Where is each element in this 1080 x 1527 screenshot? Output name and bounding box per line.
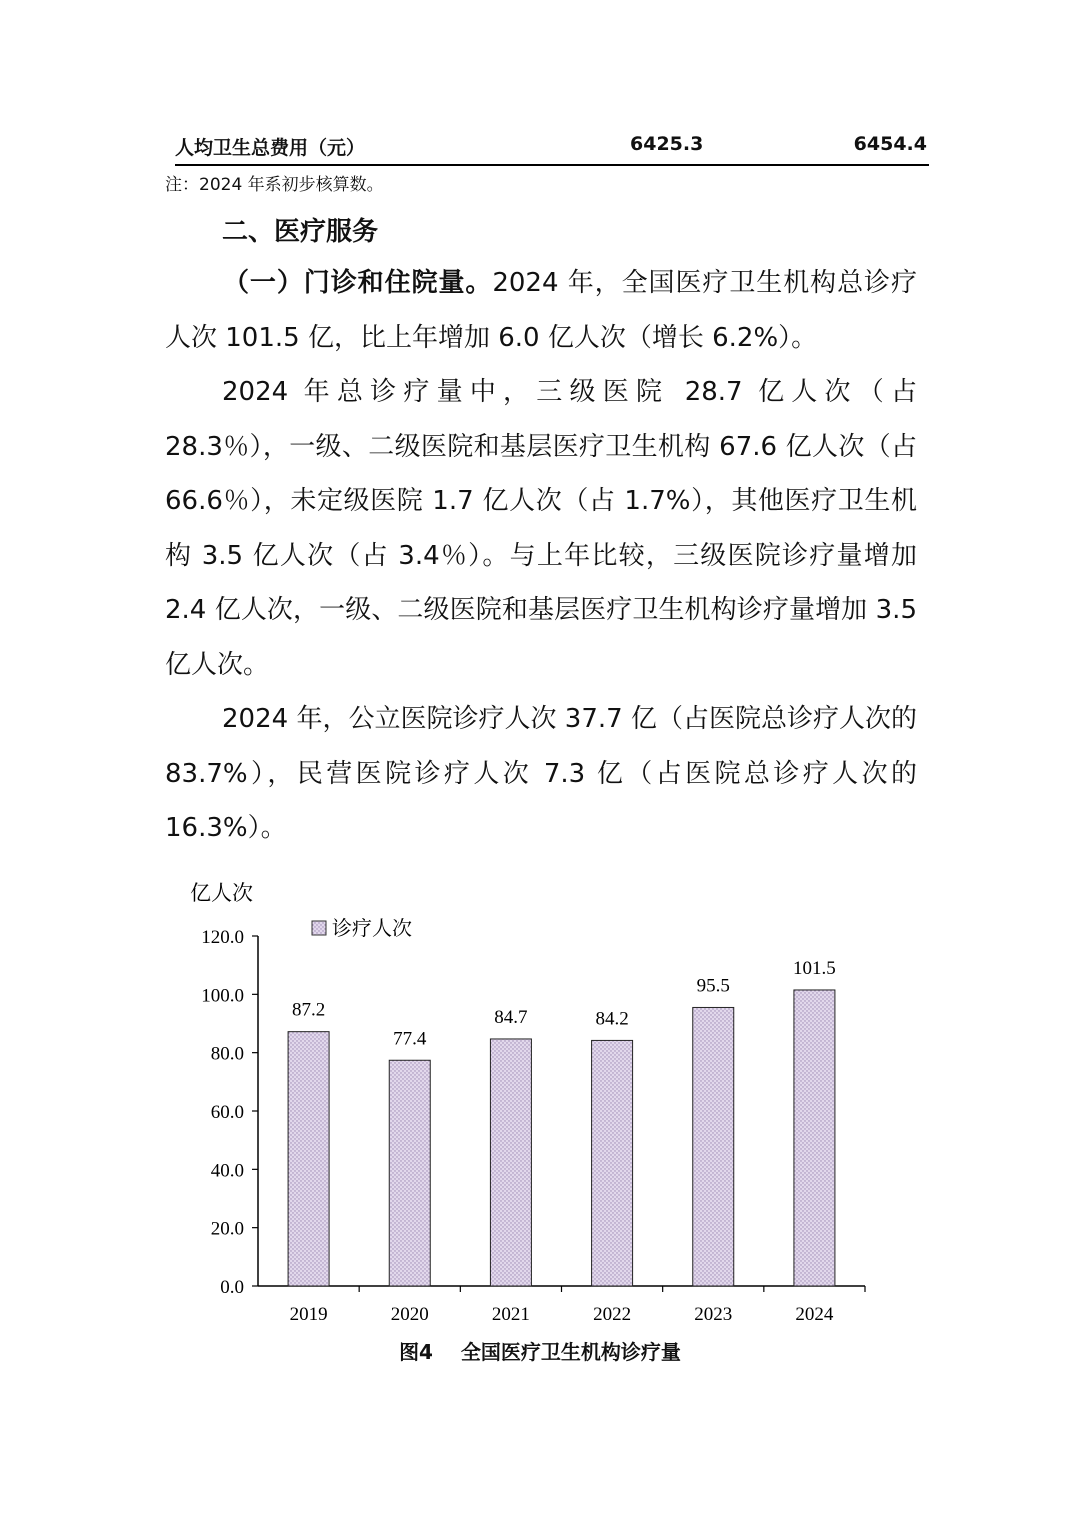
y-tick-label: 100.0: [201, 985, 244, 1007]
data-label-2019: 87.2: [291, 999, 326, 1021]
paragraph-1-lead: （一）门诊和住院量。: [222, 268, 493, 298]
paragraph-3-text: 2024 年，公立医院诊疗人次 37.7 亿（占医院总诊疗人次的 83.7%），民营医院诊疗人次 7.3 亿（占医院总诊疗人次的 16.3%）。: [165, 704, 917, 843]
outpatient-visits-bar-chart: [150, 870, 890, 1340]
y-tick-label: 60.0: [210, 1102, 244, 1123]
bar-2019: [288, 1032, 329, 1286]
bar-2023: [693, 1007, 734, 1286]
paragraph-1-text: 2024 年，全国医疗卫生机构总诊疗人次 101.5 亿，比上年增加 6.0 亿人次（增长 6.2%）。: [165, 268, 917, 353]
figure-title: 全国医疗卫生机构诊疗量: [460, 1340, 681, 1364]
data-label-2023: 95.5: [696, 975, 730, 997]
bar-2024: [794, 990, 835, 1286]
x-tick-label-2022: 2022: [593, 1304, 632, 1325]
y-axis-label: 亿人次: [190, 881, 253, 905]
paragraph-3: [165, 692, 917, 856]
x-tick-label-2021: 2021: [491, 1304, 530, 1325]
y-tick-label: 120.0: [201, 927, 244, 948]
table-row: [175, 133, 927, 163]
chart-legend: [312, 916, 412, 940]
section-heading: 二、医疗服务: [222, 217, 379, 247]
data-label-2024: 101.5: [793, 957, 836, 979]
y-tick-label: 20.0: [210, 1218, 244, 1240]
table-value-2023: 6425.3: [630, 133, 704, 155]
legend-swatch: [312, 921, 326, 935]
table-bottom-rule: [175, 164, 929, 166]
figure-caption: [0, 1336, 1080, 1365]
table-note: 注：2024 年系初步核算数。: [165, 175, 384, 195]
bar-2020: [389, 1060, 430, 1286]
x-tick-label-2023: 2023: [694, 1304, 733, 1325]
table-row-label: 人均卫生总费用（元）: [175, 137, 366, 159]
x-tick-label-2024: 2024: [795, 1304, 834, 1325]
data-label-2022: 84.2: [595, 1008, 629, 1030]
data-label-2020: 77.4: [393, 1028, 427, 1050]
x-tick-label-2019: 2019: [289, 1304, 328, 1325]
data-label-2021: 84.7: [494, 1006, 528, 1028]
bar-2022: [592, 1040, 633, 1286]
bar-2021: [490, 1039, 531, 1286]
y-tick-label: 0.0: [220, 1277, 244, 1298]
table-value-2024: 6454.4: [853, 133, 927, 155]
legend-label: 诊疗人次: [332, 916, 412, 940]
figure-number: 图4: [399, 1340, 433, 1364]
x-tick-label-2020: 2020: [390, 1304, 429, 1325]
y-tick-label: 80.0: [210, 1043, 244, 1065]
paragraph-1: [165, 256, 917, 365]
y-tick-label: 40.0: [210, 1160, 244, 1182]
paragraph-2-text: 2024 年总诊疗量中，三级医院 28.7 亿人次（占 28.3％），一级、二级医院和基层医疗卫生机构 67.6 亿人次（占 66.6％），未定级医院 1.7 亿人次（占 1.7%），其他医疗卫生机构 3.5 亿人次（占 3.4％）。与上年比较，三级医院诊疗量增加 2.4 亿人次，一级、二级医院和基层医疗卫生机构诊疗量增加 3.5 亿人次。: [165, 377, 917, 680]
paragraph-2: [165, 365, 917, 692]
